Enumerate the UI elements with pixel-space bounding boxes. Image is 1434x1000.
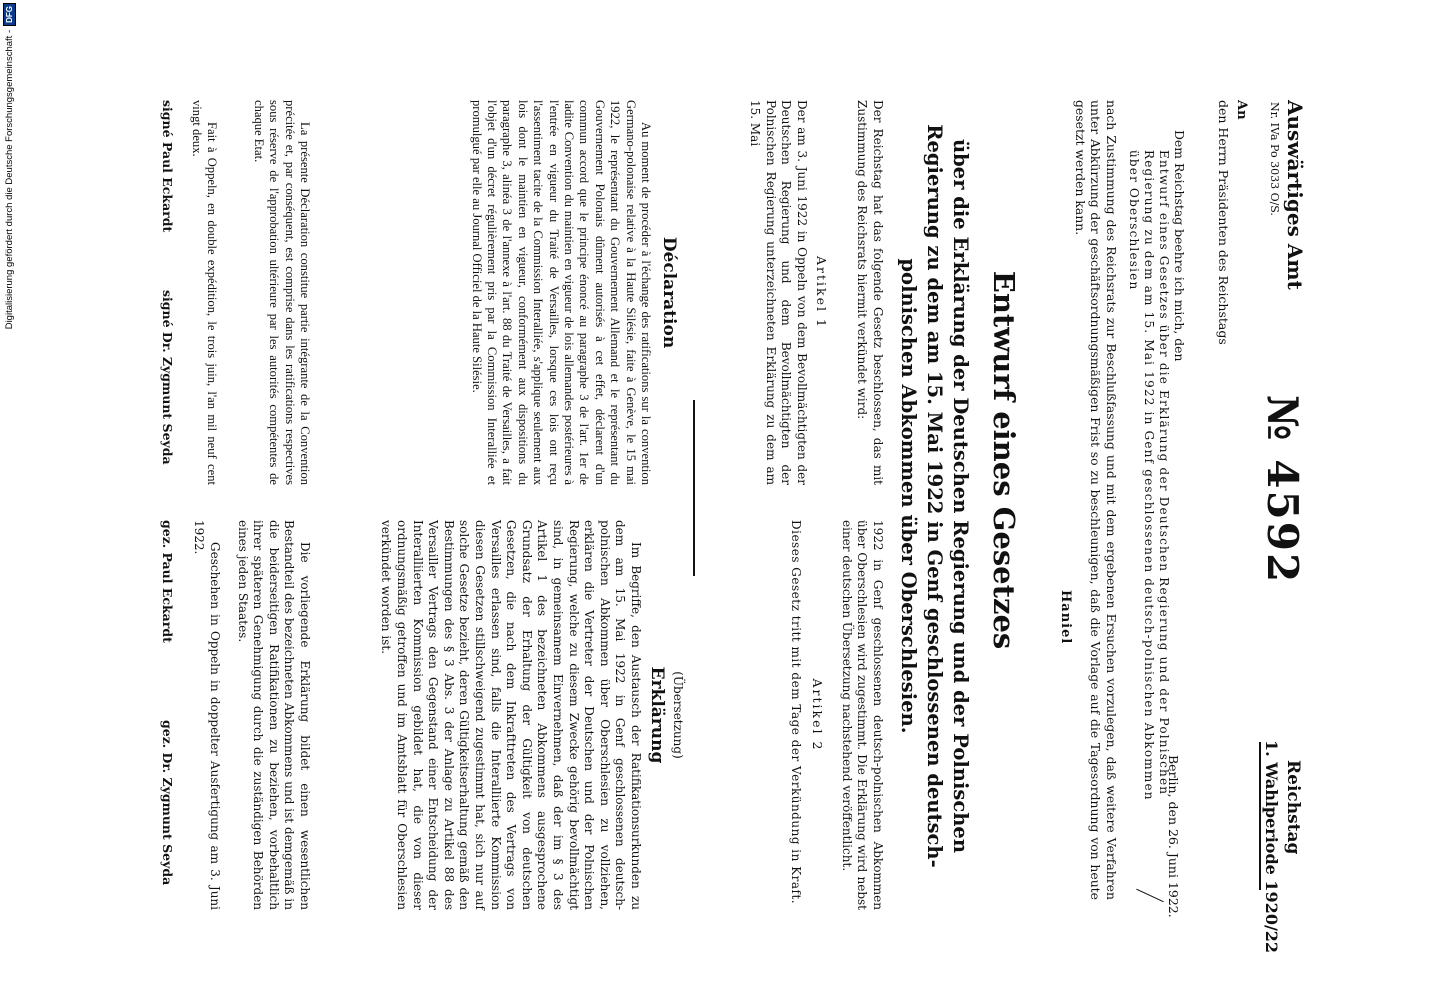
legislative-period: 1. Wahlperiode 1920/22 bbox=[1262, 740, 1281, 954]
letter-body: nach Zustimmung des Reichsrats zur Beschlußfassung und mit dem ergebenen Ersuchen vorzulegen, daß weitere Verfahren unter Abkürzung der geschäftsordnungsmäßigen Frist so zu beschleunigen, daß die Vorlage auf die Tagesordnung von heute gesetzt werden kann. bbox=[1072, 100, 1119, 900]
place-date: Berlin, den 26. Juni 1922. bbox=[1166, 755, 1181, 918]
letter-subject bbox=[1126, 150, 1171, 900]
declaration-de-signature-2: gez. Dr. Zygmunt Seyda bbox=[160, 720, 175, 886]
reference-number: Nr. IVa Po 3033 O/S. bbox=[1268, 102, 1281, 216]
draft-subtitle: über die Erklärung der Deutschen Regierung und der Polnischen Regierung zu dem am 15. Mai 1922 in Genf geschlossenen deutsch-polnischen Abkommen über Oberschlesien. bbox=[897, 124, 972, 868]
subject-line: Entwurf eines Gesetzes über die Erklärung der Deutschen Regierung und der Polnischen bbox=[1157, 150, 1171, 796]
subject-line: über Oberschlesien bbox=[1127, 150, 1141, 291]
declaration-de-signature-1: gez. Paul Eckardt bbox=[160, 520, 175, 643]
declaration-fr-p1: Au moment de procéder à l'échange des ratifications sur la convention Germano-polonaise relative à la Haute Silésie, faite à Genève, le 15 mai 1922, le représentant du Gouvernement Allemand et le représentant du Gouvernement Polonais dûment autorisés à cet effet, déclarent d'un commun accord que le principe énoncé au paragraphe 3 de l'art. 1er de ladite Convention du maintien en vigueur de lois allemandes postérieures à l'entrée en vigueur du Traité de Versailles, lorsque ces lois ont reçu l'assentiment tacite de la Commission Interalliée, s'applique seulement aux lois dont le maintien en vigueur, conformément aux dispositions du paragraphe 3, alinéa 3 de l'annexe à l'art. 88 du Traité de Versailles, a fait l'objet d'un décret régulièrement pris par la Commission Interalliée et promulgué par elle au Journal Officiel de la Haute Silésie. bbox=[469, 100, 653, 485]
translation-note: (Übersetzung) bbox=[671, 671, 685, 759]
declaration-de-p2: Die vorliegende Erklärung bildet einen wesentlichen Bestandteil des bezeichneten Abkommens und ist demgemäß in die beiderseitigen Ratifikationen zu beziehen, vorbehaltlich ihrer späteren Genehmigung durch die zuständigen Behörden eines jeden Staates. bbox=[235, 520, 312, 910]
letter-salutation: Dem Reichstag beehre ich mich, den bbox=[1172, 130, 1187, 362]
declaration-de-p1: Im Begriffe, den Austausch der Ratifikationsurkunden zu dem am 15. Mai 1922 in Genf geschlossenen deutsch-polnischen Abkommen über Oberschlesien zu vollziehen, erklären die Vertreter der Deutschen und der Polnischen Regierung, welche zu diesem Zwecke gehörig bevollmächtigt sind, in gemeinsamem Einvernehmen, daß der im § 3 des Artikel 1 des bezeichneten Abkommens ausgesprochene Grundsatz der Erhaltung der Gültigkeit von deutschen Gesetzen, die nach dem Inkrafttreten des Vertrags von Versailles erlassen sind, falls die Interalliierte Kommission diesen Gesetzen stillschweigend zugestimmt hat, sich nur auf solche Gesetze bezieht, deren Gültigkeitserhaltung gemäß den Bestimmungen des § 3 Abs. 3 der Anlage zu Artikel 88 des Versailler Vertrags den Gegenstand einer Entscheidung der Interalliierten Kommission gebildet hat, die von dieser ordnungsmäßig getroffen und im Amtsblatt für Oberschlesien verkündet worden ist. bbox=[379, 520, 643, 910]
declaration-de-heading: Erklärung bbox=[647, 666, 667, 764]
letter-recipient: den Herrn Präsidenten des Reichstags bbox=[1216, 100, 1231, 345]
credit-text: Digitalisierung gefördert durch die Deutsche Forschungsgemeinschaft - bbox=[3, 29, 15, 330]
dfg-logo: DFG bbox=[3, 3, 16, 26]
letter-signature: Haniel bbox=[1058, 590, 1073, 645]
article-1-heading: Artikel 1 bbox=[814, 256, 829, 329]
declaration-fr-signature-2: signé Dr. Zygmunt Seyda bbox=[160, 290, 175, 465]
subject-line: Regierung zu dem am 15. Mai 1922 in Genf geschlossenen deutsch-polnischen Abkommen bbox=[1142, 150, 1156, 801]
article-1-text-b: 1922 in Genf geschlossenen deutsch-polnischen Abkommen über Oberschlesien wird zugestimmt. Die Erklärung wird nebst einer deutschen Übersetzung nachstehend veröffentlicht. bbox=[839, 520, 885, 910]
declaration-fr-p3: Fait à Oppeln, en double expédition, le trois juin, l'an mil neuf cent vingt deux. bbox=[189, 100, 219, 485]
draft-title: Entwurf eines Gesetzes bbox=[987, 270, 1021, 650]
period-underline bbox=[1259, 742, 1261, 890]
reichstag-label: Reichstag bbox=[1283, 760, 1303, 855]
credit-line bbox=[2, 3, 16, 993]
section-divider bbox=[693, 400, 695, 576]
declaration-fr-signature-1: signé Paul Eckardt bbox=[160, 100, 175, 233]
declaration-de-p3: Geschehen in Oppeln in doppelter Ausfertigung am 3. Juni 1922. bbox=[192, 520, 222, 910]
letter-to: An bbox=[1234, 100, 1249, 120]
article-2-text: Dieses Gesetz tritt mit dem Tage der Verkündung in Kraft. bbox=[789, 520, 803, 905]
declaration-fr-p2: La présente Déclaration constitue partie intégrante de la Convention précitée et, par conséquent, est comprise dans les ratifications respectives sous réserve de l'approbation ultérieure par les autorités compétentes de chaque Etat. bbox=[251, 100, 312, 485]
article-2-heading: Artikel 2 bbox=[810, 678, 825, 752]
issuer-heading: Auswärtiges Amt bbox=[1283, 100, 1307, 290]
draft-intro: Der Reichstag hat das folgende Gesetz beschlossen, das mit Zustimmung des Reichsrats hiermit verkündet wird: bbox=[855, 100, 885, 485]
document-number: № 4592 bbox=[1258, 395, 1307, 585]
declaration-fr-heading: Déclaration bbox=[659, 236, 679, 349]
digitization-credit bbox=[0, 4, 18, 996]
article-1-text-a: Der am 3. Juni 1922 in Oppeln von dem Bevollmächtigten der Deutschen Regierung und dem Bevollmächtigten der Polnischen Regierung unterzeichneten Erklärung zu dem am 15. Mai bbox=[748, 100, 809, 485]
